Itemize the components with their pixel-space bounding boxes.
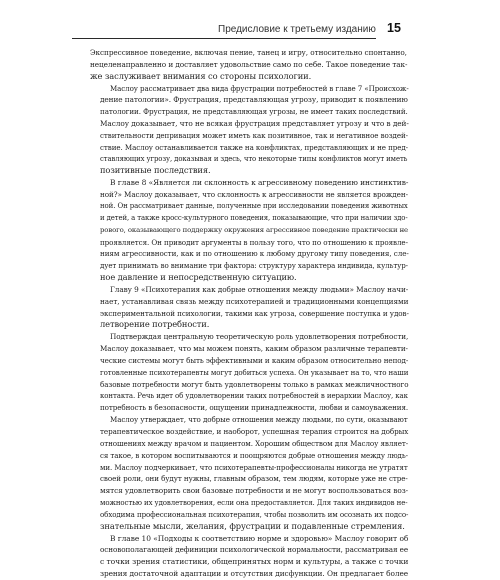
text-line: Маслоу утверждает, что добрые отношения между людьми, по сути, оказывают (110, 415, 408, 425)
text-line: Маслоу доказывает, что мы можем понять, каким образом различные терапевти- (100, 344, 408, 354)
text-line: дение патологии». Фрустрация, представляющая угрозу, приводит к появлению (100, 95, 408, 105)
text-line: ствительности депривация может иметь как позитивное, так и негативное воздей- (100, 130, 408, 140)
paragraph (90, 83, 408, 178)
text-line: контакта. Речь идет об удовлетворении таких потребностей в иерархии Маслоу, как (100, 391, 408, 401)
text-line: обходима профессиональная психотерапия, чтобы позволить им осознать их подсо- (100, 509, 409, 519)
paragraph (90, 533, 408, 580)
text-line: ной?» Маслоу доказывает, что склонность к агрессивности не является врожден- (100, 190, 408, 200)
text-line: терапевтическое воздействие, и наоборот, успешная терапия строится на добрых (100, 427, 409, 436)
paragraph (90, 284, 408, 331)
text-line: ми. Маслоу подчеркивает, что психотерапевты-профессионалы никогда не утратят (100, 462, 408, 472)
text-line: Подтверждая центральную теоретическую роль удовлетворения потребности, (110, 332, 409, 342)
header-rule (72, 38, 376, 39)
text-line: летворение потребности. (100, 319, 210, 330)
paragraph (90, 47, 408, 83)
paragraph (90, 414, 408, 532)
text-line: ной. Он рассматривает данные, полученные при исследовании поведения животных (100, 201, 408, 210)
running-header-title: Предисловие к третьему изданию (218, 24, 376, 35)
text-line: потребность в безопасности, ощущении принадлежности, любви и самоуважения. (100, 403, 409, 413)
text-line: Маслоу рассматривает два вида фрустрации потребностей в главе 7 «Происхож- (110, 83, 409, 93)
text-line: мятся удовлетворить свои базовые потребности и не могут воспользоваться воз- (100, 486, 409, 496)
paragraph (90, 177, 408, 284)
text-line: ствие. Маслоу останавливается также на конфликтах, представляющих и не пред- (100, 142, 408, 152)
text-line: ставляющих угрозу, доказывая и здесь, что некоторые типы конфликтов могут иметь (100, 154, 408, 163)
text-line: рового, оказывающего поддержку окружения агрессивное поведение практически не (100, 225, 409, 234)
text-line: Главу 9 «Психотерапия как добрые отношения между людьми» Маслоу начи- (110, 284, 409, 294)
text-line: готовленные психотерапевты могут добиться успеха. Он указывает на то, что наши (100, 367, 409, 377)
page-number: 15 (387, 21, 401, 35)
text-line: и детей, а также кросс-культурного поведения, показывающие, что при наличии здо- (100, 213, 408, 222)
text-line: отношениях между врачом и пациентом. Хорошим обществом для Маслоу являет- (100, 438, 409, 448)
text-line: своей роли, они будут нужны, главным образом, тем людям, которые уже не стре- (100, 474, 408, 484)
text-line: дует принимать во внимание три фактора: структуру характера индивида, культур- (100, 261, 408, 271)
text-line: Маслоу доказывает, что не всякая фрустрация представляет угрозу и что в дей- (100, 119, 409, 129)
text-line: ческие системы могут быть эффективными и каким образом относительно непод- (100, 355, 409, 365)
paragraph (90, 331, 408, 414)
running-header (72, 23, 412, 39)
body-text (90, 47, 408, 580)
text-line: ниям агрессивности, как и по отношению к любому другому типу поведения, сле- (100, 249, 409, 259)
text-line: ное давление и непосредственную ситуацию. (100, 272, 297, 283)
text-line: Экспрессивное поведение, включая пение, танец и игру, относительно спонтанно, (90, 48, 407, 57)
text-line: можностью их удовлетворения, если она предоставляется. Для таких индивидов не- (100, 498, 408, 508)
text-line: В главе 10 «Подходы к соответствию норме и здоровью» Маслоу говорит об (110, 533, 409, 543)
text-line: патологии. Фрустрация, не представляющая угрозы, не имеет таких последствий. (100, 107, 408, 117)
text-line: ся такое, в котором воспитываются и поощряются добрые отношения между людь- (100, 450, 408, 460)
text-line: В главе 8 «Является ли склонность к агрессивному поведению инстинктив- (110, 178, 409, 188)
text-line: экспериментальной психологии, такими как угроза, совершение поступка и удов- (100, 308, 409, 318)
text-line: позитивные последствия. (100, 165, 211, 176)
text-line: с точки зрения статистики, общепринятых норм и культуры, а также с точки (100, 557, 409, 567)
text-line: проявляется. Он приводит аргументы в пользу того, что по отношению к проявле- (100, 237, 408, 247)
text-line: нецеленаправленно и доставляет удовольствие само по себе. Такое поведение так- (90, 59, 408, 69)
text-line: базовые потребности могут быть удовлетворены только в рамках межличностного (100, 379, 409, 389)
text-line: основополагающей дефиниции психологической нормальности, рассматривая ее (100, 545, 409, 555)
text-line: зрения достаточной адаптации и отсутствия дисфункции. Он предлагает более (100, 569, 409, 579)
text-line: же заслуживает внимания со стороны психологии. (90, 70, 312, 81)
text-line: знательные мысли, желания, фрустрации и подавленные стремления. (100, 520, 405, 531)
text-line: нает, устанавливая связь между психотерапией и традиционными концепциями (100, 296, 409, 306)
